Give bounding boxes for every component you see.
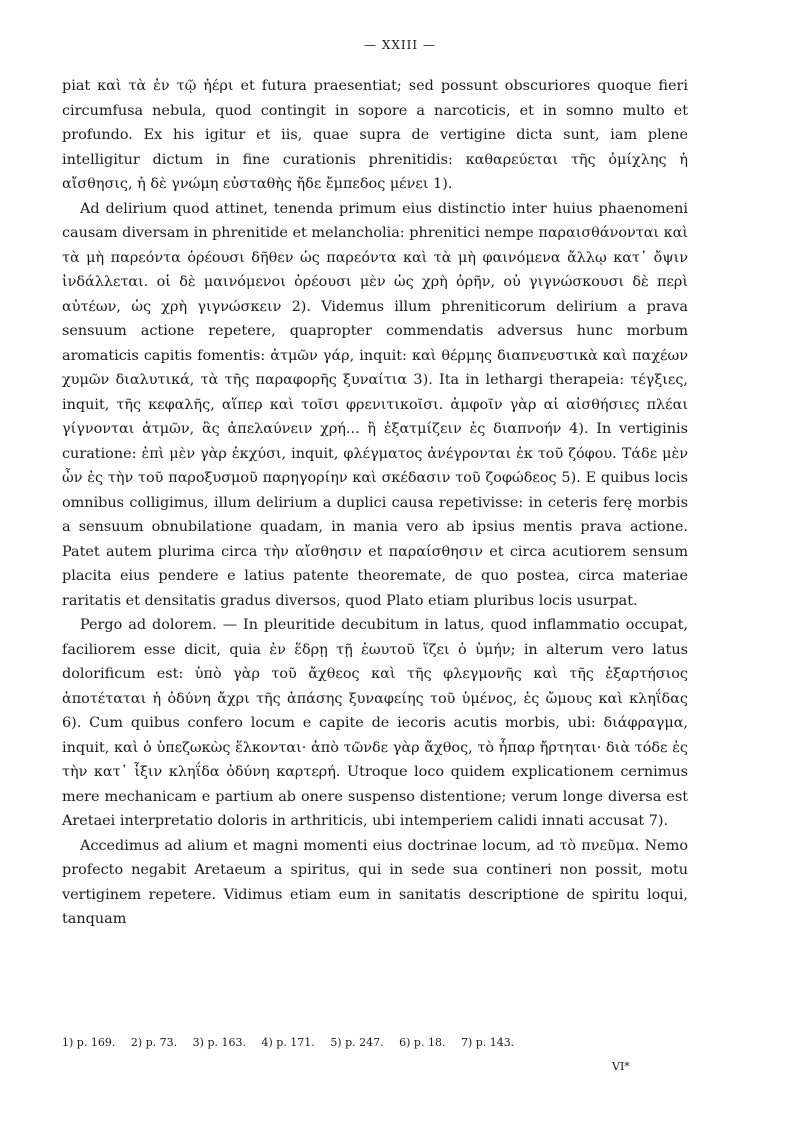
- signature-mark: VI*: [612, 1060, 630, 1073]
- paragraph: Accedimus ad alium et magni momenti eius doctrinae locum, ad τὸ πνεῦμα. Nemo profecto negabit Aretaeum a spiritus, qui in sede sua contineri non possit, motu vertiginem repetere. Vidimus etiam eum in sanitatis descriptione de spiritu loqui, tanquam: [62, 837, 688, 927]
- paragraph: Ad delirium quod attinet, tenenda primum eius distinctio inter huius phaenomeni causam diversam in phrenitide et melancholia: phrenitici nempe παραισθάνονται καὶ τὰ μὴ παρεόντα ὁρέουσι δῆθεν ὡς παρεόντα καὶ τὰ μὴ φαινόμενα ἄλλῳ κατ᾽ ὄψιν ἰνδάλλεται. οἱ δὲ μαινόμενοι ὁρέουσι μὲν ὡς χρὴ ὁρῆν, οὐ γιγνώσκουσι δὲ περὶ αὐτέων, ὡς χρὴ γιγνώσκειν 2). Videmus illum phreniticorum delirium a prava sensuum actione repetere, quapropter commendatis adversus hunc morbum aromaticis capitis fomentis: ἀτμῶν γάρ, inquit: καὶ θέρμης διαπνευστικὰ καὶ παχέων χυμῶν διαλυτικά, τὰ τῆς παραφορῆς ξυναίτια 3). Ita in lethargi therapeia: τέγξιες, inquit, τῆς κεφαλῆς, αἵπερ καὶ τοῖσι φρενιτικοῖσι. ἀμφοῖν γὰρ αἱ αἰσθήσιες πλέαι γίγνονται ἀτμῶν, ἃς ἀπελαύνειν χρή... ἢ ἐξατμίζειν ἐς διαπνοήν 4). In vertiginis curatione: ἐπὶ μὲν γὰρ ἐκχύσι, inquit, φλέγματος ἀνέγρονται ἐκ τοῦ ζόφου. Τάδε μὲν ὦν ἐς τὴν τοῦ παροξυσμοῦ παρηγορίην καὶ σκέδασιν τοῦ ζοφώδεος 5). E quibus locis omnibus colligimus, illum delirium a duplici causa repetivisse: in ceteris ferę morbis a sensuum obnubilatione quadam, in mania vero ab ipsius mentis prava actione. Patet autem plurima circa τὴν αἴσθησιν et παραίσθησιν et circa acutiorem sensum placita eius pendere e latius patente theoremate, de quo postea, circa materiae raritatis et densitatis gradus diversos, quod Plato etiam pluribus locis usurpat.: [62, 200, 688, 609]
- paragraph: piat καὶ τὰ ἐν τῷ ἠέρι et futura praesentiat; sed possunt obscuriores quoque fieri circumfusa nebula, quod contingit in sopore a narcoticis, et in somno multo et profundo. Ex his igitur et iis, quae supra de vertigine dicta sunt, iam plene intelligitur dictum in fine curationis phrenitidis: καθαρεύεται τῆς ὀμίχλης ἡ αἴσθησις, ἡ δὲ γνώμη εὐσταθὴς ἤδε ἔμπεδος μένει 1).: [62, 78, 688, 192]
- footnote: 5) p. 247.: [330, 1036, 384, 1049]
- footnote: 4) p. 171.: [261, 1036, 315, 1049]
- footnote: 6) p. 18.: [399, 1036, 446, 1049]
- footnote: 3) p. 163.: [192, 1036, 246, 1049]
- footnote: 1) p. 169.: [62, 1036, 116, 1049]
- body-text: [62, 74, 688, 932]
- footnotes: [62, 1036, 688, 1049]
- footnote: 7) p. 143.: [460, 1036, 515, 1049]
- footnote: 2) p. 73.: [130, 1036, 178, 1049]
- paragraph: Pergo ad dolorem. — In pleuritide decubitum in latus, quod inflammatio occupat, faciliorem esse dicit, quia ἐν ἕδρῃ τῇ ἑωυτοῦ ἵζει ὁ ὑμήν; in alterum vero latus dolorificum est: ὑπὸ γὰρ τοῦ ἄχθεος καὶ τῆς φλεγμονῆς καὶ τῆς ἐξαρτήσιος ἀποτέταται ἡ ὀδύνη ἄχρι τῆς ἀπάσης ξυναφείης τοῦ ὑμένος, ἐς ὤμους καὶ κληΐδας 6). Cum quibus confero locum e capite de iecoris acutis morbis, ubi: διάφραγμα, inquit, καὶ ὁ ὑπεζωκὼς ἕλκονται· ἀπὸ τῶνδε γὰρ ἄχθος, τὸ ἧπαρ ἤρτηται· διὰ τόδε ἐς τὴν κατ᾽ ἶξιν κληΐδα ὀδύνη καρτερή. Utroque loco quidem explicationem cernimus mere mechanicam e partium ab onere suspenso distentione; verum longe diversa est Aretaei interpretatio doloris in arthriticis, ubi intemperiem calidi innati accusat 7).: [62, 617, 688, 829]
- page-number: — XXIII —: [364, 38, 436, 52]
